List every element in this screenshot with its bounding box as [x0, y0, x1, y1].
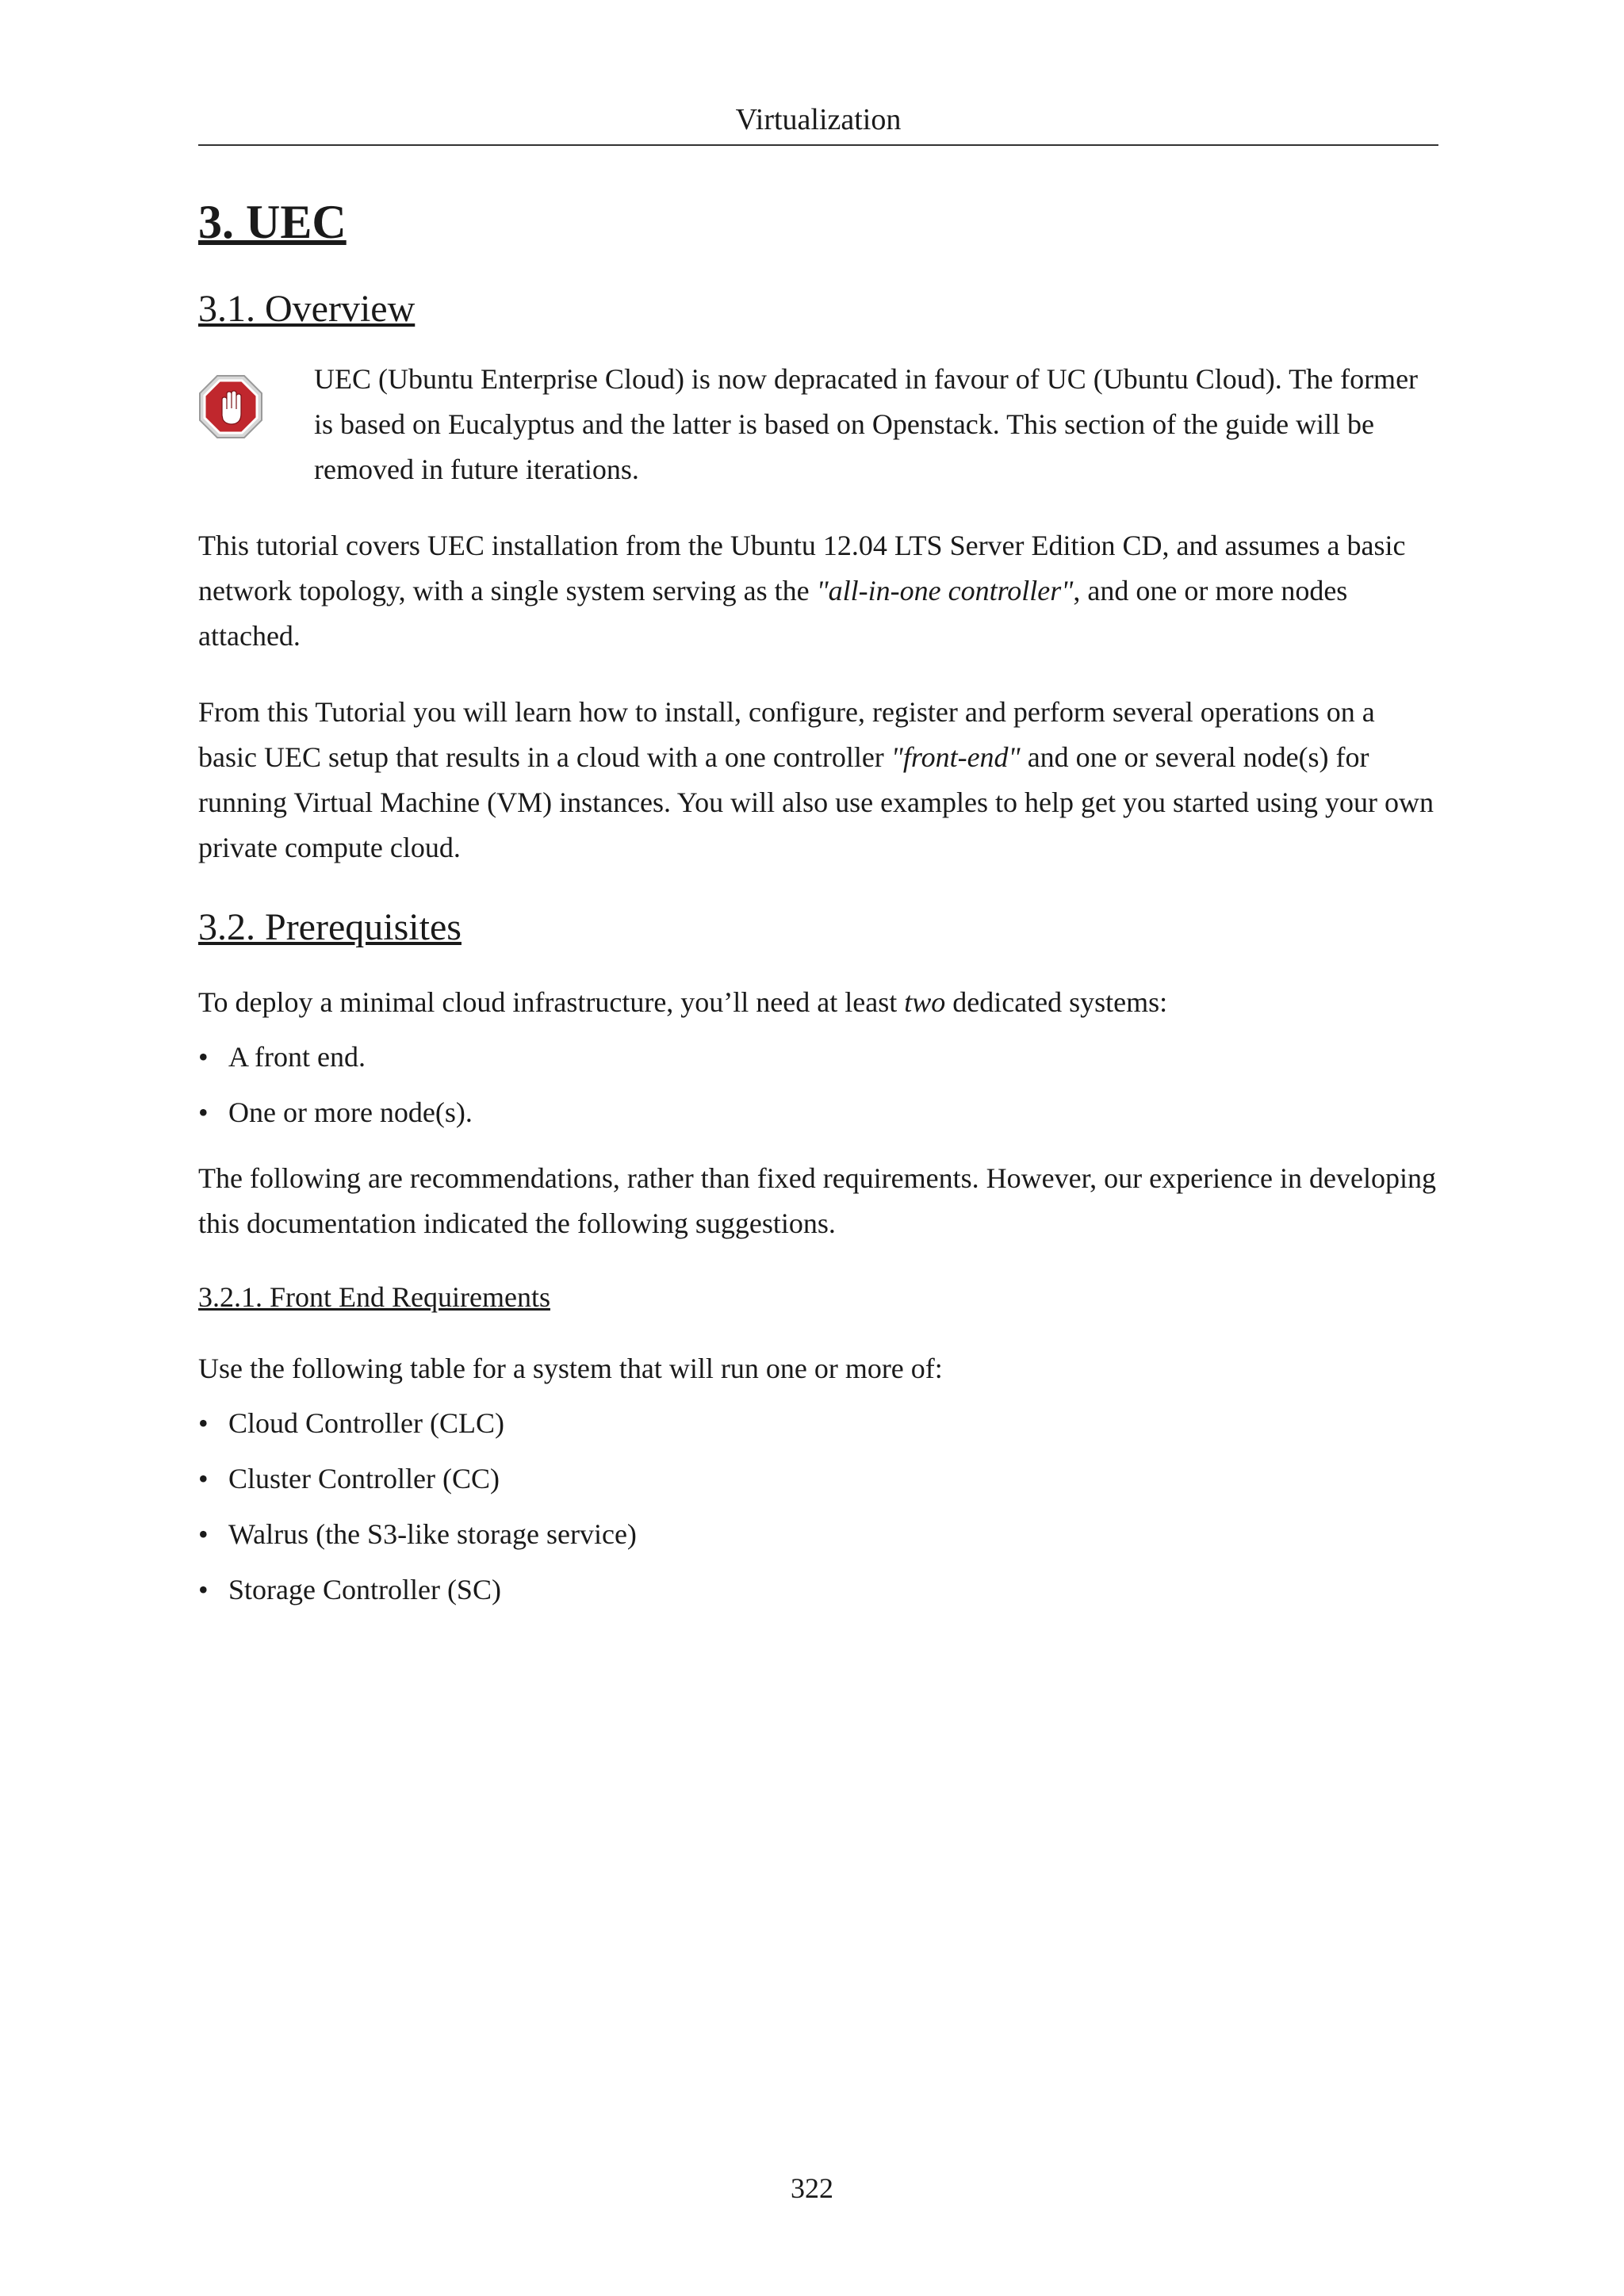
overview-paragraph-2 [198, 690, 1438, 871]
list-item: • Cluster Controller (CC) [198, 1456, 1438, 1502]
stop-hand-icon [198, 374, 263, 439]
prerequisites-heading: 3.2. Prerequisites [198, 906, 462, 948]
list-item: • Walrus (the S3-like storage service) [198, 1512, 1438, 1557]
prerequisites-intro-end: dedicated systems: [945, 986, 1168, 1018]
systems-list [198, 1035, 1438, 1135]
overview-paragraph-1 [198, 523, 1438, 659]
front-end-requirements-heading: 3.2.1. Front End Requirements [198, 1281, 550, 1313]
all-in-one-controller-term: "all-in-one controller" [816, 575, 1074, 607]
deprecation-note [198, 357, 1438, 492]
overview-heading: 3.1. Overview [198, 288, 416, 330]
list-item: • One or more node(s). [198, 1090, 1438, 1135]
overview-paragraph-1-end: , and one or more nodes attached. [198, 575, 1348, 652]
front-end-term: "front-end" [891, 741, 1021, 773]
running-header [198, 95, 1438, 146]
page-content [198, 190, 1438, 1623]
list-item: • Cloud Controller (CLC) [198, 1401, 1438, 1446]
prerequisites-intro [198, 980, 1438, 1025]
two-term: two [904, 986, 946, 1018]
prerequisites-intro-start: To deploy a minimal cloud infrastructure, you’ll need at least [198, 986, 905, 1018]
running-title: Virtualization [735, 103, 902, 136]
components-list [198, 1401, 1438, 1613]
list-item: • Storage Controller (SC) [198, 1567, 1438, 1613]
page-number: 322 [791, 2172, 833, 2204]
list-item: • A front end. [198, 1035, 1438, 1080]
note-text: UEC (Ubuntu Enterprise Cloud) is now depracated in favour of UC (Ubuntu Cloud). The former is based on Eucalyptus and the latter is based on Openstack. This section of the guide will be removed in future iterations. [314, 363, 1419, 485]
recommendations-paragraph: The following are recommendations, rather than fixed requirements. However, our experience in developing this documentation indicated the following suggestions. [198, 1162, 1436, 1239]
overview-paragraph-1-start: This tutorial covers UEC installation from the Ubuntu 12.04 LTS Server Edition CD, and assumes a basic network topology, with a single system serving as the [198, 530, 1406, 607]
front-end-intro: Use the following table for a system that will run one or more of: [198, 1353, 943, 1384]
overview-paragraph-2-end: and one or several node(s) for running Virtual Machine (VM) instances. You will also use examples to help get you started using your own private compute cloud. [198, 741, 1434, 863]
section-title: 3. UEC [198, 196, 347, 248]
overview-paragraph-2-start: From this Tutorial you will learn how to install, configure, register and perform several operations on a basic UEC setup that results in a cloud with a one controller [198, 696, 1375, 773]
